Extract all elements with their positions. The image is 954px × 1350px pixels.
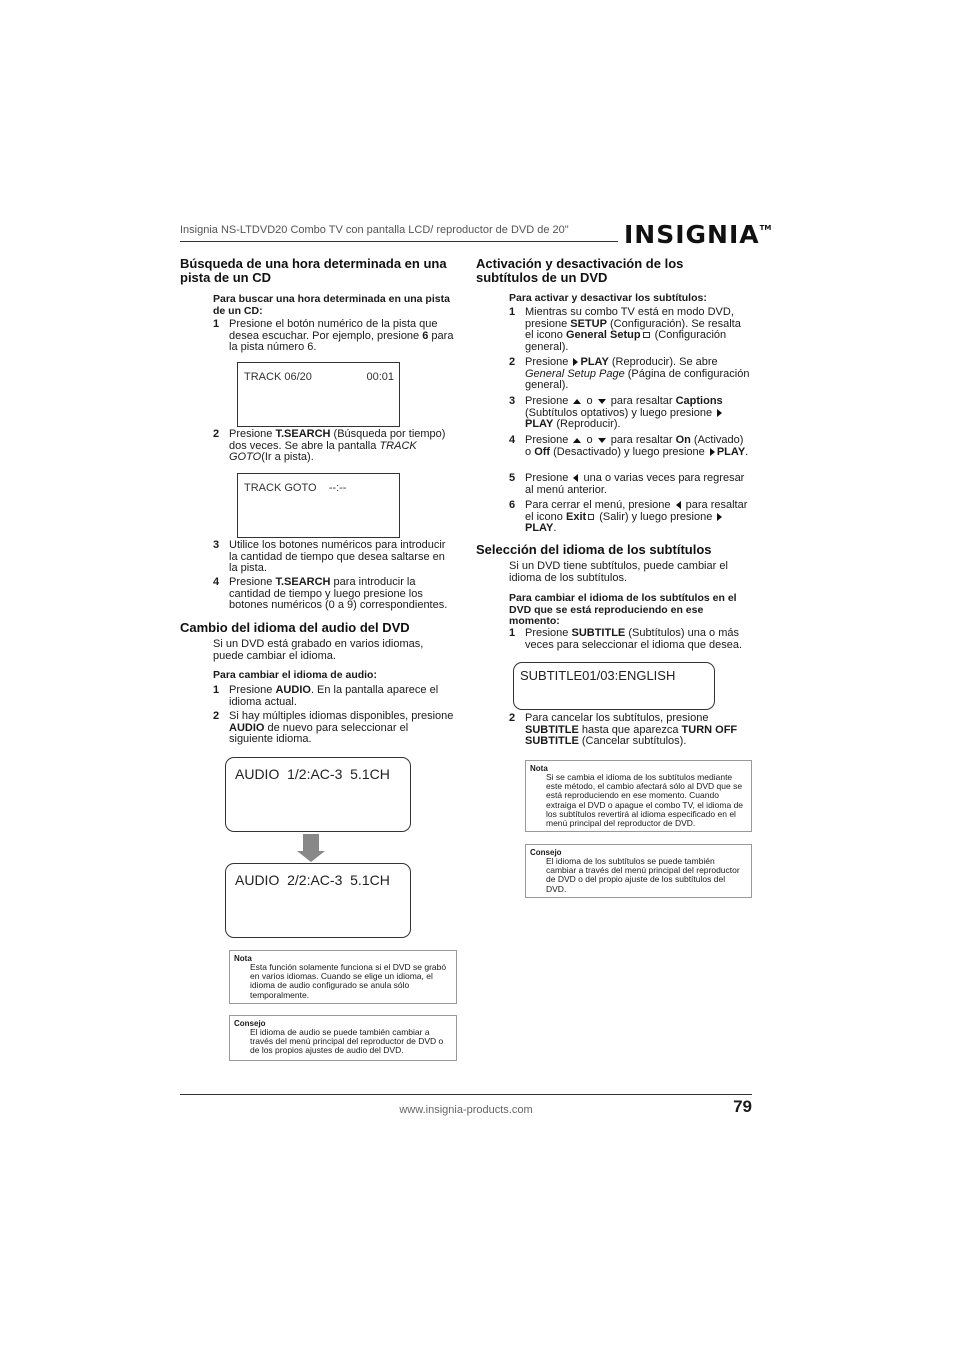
section-heading-audio-language: Cambio del idioma del audio del DVD [180,620,410,635]
subheading-subtitle-change: Para cambiar el idioma de los subtítulos en el DVD que se está reproduciendo en ese momento: [509,592,737,627]
step-number: 3 [509,395,516,407]
step-number: 4 [509,434,516,446]
footer-url[interactable]: www.insignia-products.com [399,1104,533,1116]
step-text: Para cerrar el menú, presione para resaltar el icono Exit (Salir) y luego presione PLAY. [525,499,748,534]
general-setup-icon [643,332,650,338]
note-text: Si se cambia el idioma de los subtítulos mediante este método, el cambio afectará sólo al DVD que se está reproduciendo en ese momento. Cuando extraiga el DVD o apague el combo TV, el idioma de los subtítulos revertirá al idioma especificado en el menú principal del reproductor de DVD. [546,772,744,829]
section-heading-cd-time-search: Búsqueda de una hora determinada en una pista de un CD [180,256,447,285]
paragraph-subtitle-intro: Si un DVD tiene subtítulos, puede cambiar el idioma de los subtítulos. [509,560,728,584]
tip-box [229,1015,457,1061]
note-heading: Nota [530,764,548,773]
subheading-cd-time-search: Para buscar una hora determinada en una pista de un CD: [213,293,450,317]
step-text: Utilice los botones numéricos para introducir la cantidad de tiempo que desea saltarse en la pista. [229,539,446,574]
note-heading: Nota [234,954,252,963]
left-arrow-icon [676,501,681,509]
logo-tm: TM [759,224,772,232]
track-time-text: 00:01 [366,371,394,383]
step-text: Presione o para resaltar On (Activado) o Off (Desactivado) y luego presione PLAY. [525,434,749,458]
step-text: Presione una o varias veces para regresar al menú anterior. [525,472,745,496]
step-item [509,396,752,431]
step-item [509,307,752,353]
down-arrow-head-icon [297,851,325,862]
right-arrow-icon [717,409,722,417]
step-item [213,540,455,575]
step-text: Mientras su combo TV está en modo DVD, presione SETUP (Configuración). Se resalta el icono General Setup (Configuración general). [525,306,741,353]
down-arrow-icon [303,834,319,852]
step-text: Para cancelar los subtítulos, presione SUBTITLE hasta que aparezca TURN OFF SUBTITLE (Cancelar subtítulos). [525,712,738,747]
track-screen [237,362,400,427]
footer-rule [180,1094,752,1095]
step-number: 4 [213,576,220,588]
audio-screen-2-text: AUDIO 2/2:AC-3 5.1CH [235,872,390,888]
right-arrow-icon [710,448,715,456]
step-number: 1 [509,306,516,318]
audio-screen-1 [225,757,411,832]
up-arrow-icon [573,399,581,404]
subtitle-screen [513,662,715,710]
note-box [229,950,457,1004]
note-box [525,760,752,832]
header-title: Insignia NS-LTDVD20 Combo TV con pantalla LCD/ reproductor de DVD de 20" [180,224,569,236]
tip-text: El idioma de los subtítulos se puede también cambiar a través del menú principal del reproductor de DVD o del propio ajuste de los subtítulos del DVD. [546,856,740,894]
step-item [509,713,752,748]
step-item [213,711,455,746]
step-text: Presione el botón numérico de la pista que desea escuchar. Por ejemplo, presione 6 para la pista número 6. [229,318,454,353]
tip-heading: Consejo [234,1019,266,1028]
step-number: 2 [213,428,220,440]
step-item [509,473,752,496]
note-text: Esta función solamente funciona si el DVD se grabó en varios idiomas. Cuando se elige un idioma, el idioma de audio configurado se anula sólo temporalmente. [250,962,447,1000]
audio-screen-1-text: AUDIO 1/2:AC-3 5.1CH [235,766,390,782]
down-arrow-icon [598,438,606,443]
step-item [509,500,752,535]
subtitle-screen-text: SUBTITLE01/03:ENGLISH [520,668,676,683]
tip-heading: Consejo [530,848,562,857]
audio-screen-2 [225,863,411,938]
paragraph-audio-intro: Si un DVD está grabado en varios idiomas, puede cambiar el idioma. [213,638,424,662]
step-number: 1 [213,684,220,696]
step-text: Presione o para resaltar Captions (Subtítulos optativos) y luego presione PLAY (Reproducir). [525,395,723,430]
step-item [213,685,455,708]
section-heading-subtitle-language: Selección del idioma de los subtítulos [476,542,712,557]
step-number: 2 [509,712,516,724]
insignia-logo [624,220,771,249]
step-number: 6 [509,499,516,511]
section-heading-subtitles-toggle: Activación y desactivación de los subtítulos de un DVD [476,256,684,285]
left-arrow-icon [573,474,578,482]
step-text: Presione T.SEARCH (Búsqueda por tiempo) dos veces. Se abre la pantalla TRACK GOTO(Ir a pista). [229,428,446,463]
step-item [509,628,752,651]
right-arrow-icon [717,513,722,521]
step-number: 2 [213,710,220,722]
logo-text: INSIGNIA [624,220,760,249]
step-text: Presione AUDIO. En la pantalla aparece el idioma actual. [229,684,439,708]
subheading-audio-change: Para cambiar el idioma de audio: [213,669,377,681]
step-text: Presione SUBTITLE (Subtítulos) una o más veces para seleccionar el idioma que desea. [525,627,743,651]
step-item [509,435,752,458]
step-text: Si hay múltiples idiomas disponibles, presione AUDIO de nuevo para seleccionar el siguiente idioma. [229,710,454,745]
track-goto-screen [237,473,400,538]
step-item [213,577,455,612]
step-number: 1 [213,318,220,330]
header-rule [180,241,618,242]
step-text: Presione T.SEARCH para introducir la cantidad de tiempo y luego presione los botones numéricos (0 a 9) correspondientes. [229,576,448,611]
step-text: Presione PLAY (Reproducir). Se abre General Setup Page (Página de configuración general). [525,356,750,391]
step-item [213,429,455,464]
down-arrow-icon [598,399,606,404]
page-number: 79 [733,1097,752,1116]
right-arrow-icon [573,358,578,366]
step-item [213,319,455,354]
up-arrow-icon [573,438,581,443]
step-number: 5 [509,472,516,484]
subheading-subtitles-toggle: Para activar y desactivar los subtítulos: [509,292,707,304]
step-number: 2 [509,356,516,368]
exit-icon [588,514,594,520]
step-number: 1 [509,627,516,639]
track-number-text: TRACK 06/20 [244,371,312,383]
track-goto-text: TRACK GOTO --:-- [244,482,347,494]
step-item [509,357,752,392]
tip-text: El idioma de audio se puede también cambiar a través del menú principal del reproductor de DVD o de los propios ajustes de audio del DVD. [250,1027,444,1056]
step-number: 3 [213,539,220,551]
tip-box [525,844,752,898]
